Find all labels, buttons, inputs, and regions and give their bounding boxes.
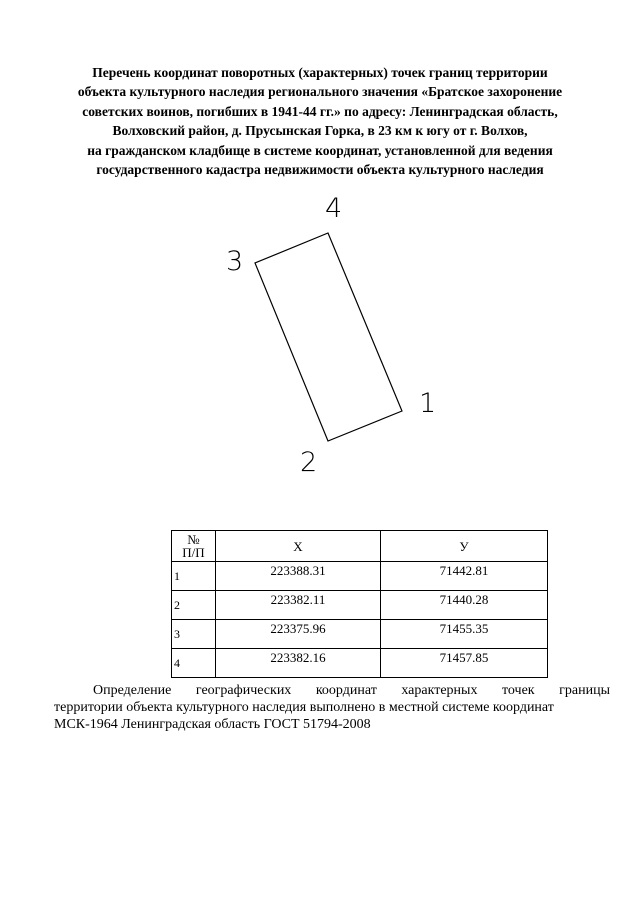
table-row [172, 562, 548, 591]
row-number: 1 [172, 562, 216, 591]
point-label-4: 4 [325, 193, 343, 224]
note-line-2: территории объекта культурного наследия выполнено в местной системе координат [54, 700, 554, 715]
y-coordinate: 71457.85 [381, 649, 548, 678]
note-word: географических [195, 683, 292, 698]
num-header-line2: П/П [182, 545, 205, 560]
title-line: советских воинов, погибших в 1941-44 гг.» по адресу: Ленинградская область, [82, 103, 558, 119]
row-number: 3 [172, 620, 216, 649]
title-line: на гражданском кладбище в системе координат, установленной для ведения [87, 142, 553, 158]
note-paragraph [54, 682, 610, 733]
x-coordinate: 223382.16 [216, 649, 381, 678]
point-label-3: 3 [226, 246, 244, 277]
title-line: государственного кадастра недвижимости объекта культурного наследия [96, 162, 544, 178]
table-header-row [172, 531, 548, 562]
note-word: Определение [93, 683, 172, 698]
y-coordinate: 71455.35 [381, 620, 548, 649]
note-line-1 [54, 682, 610, 699]
note-word: координат [315, 683, 377, 698]
column-header-y: У [381, 531, 548, 562]
x-coordinate: 223375.96 [216, 620, 381, 649]
row-number: 2 [172, 591, 216, 620]
num-header-line1: № [187, 532, 200, 547]
table-row [172, 649, 548, 678]
table-row [172, 620, 548, 649]
title-line: Перечень координат поворотных (характерных) точек границ территории [92, 65, 548, 80]
note-line-3: МСК-1964 Ленинградская область ГОСТ 51794-2008 [54, 717, 371, 732]
point-label-1: 1 [419, 388, 437, 419]
title-line: Волховский район, д. Прусынская Горка, в 23 км к югу от г. Волхов, [112, 123, 528, 139]
x-coordinate: 223388.31 [216, 562, 381, 591]
coordinates-table [171, 530, 548, 678]
note-word: границы [559, 683, 610, 698]
title-line: объекта культурного наследия регионального значения «Братское захоронение [77, 84, 563, 100]
column-header-x: X [216, 531, 381, 562]
note-word: точек [501, 683, 535, 698]
x-coordinate: 223382.11 [216, 591, 381, 620]
boundary-polygon [255, 233, 402, 441]
table-row [172, 591, 548, 620]
y-coordinate: 71442.81 [381, 562, 548, 591]
row-number: 4 [172, 649, 216, 678]
note-word: характерных [401, 683, 478, 698]
column-header-num [172, 531, 216, 562]
point-label-2: 2 [300, 447, 318, 478]
y-coordinate: 71440.28 [381, 591, 548, 620]
